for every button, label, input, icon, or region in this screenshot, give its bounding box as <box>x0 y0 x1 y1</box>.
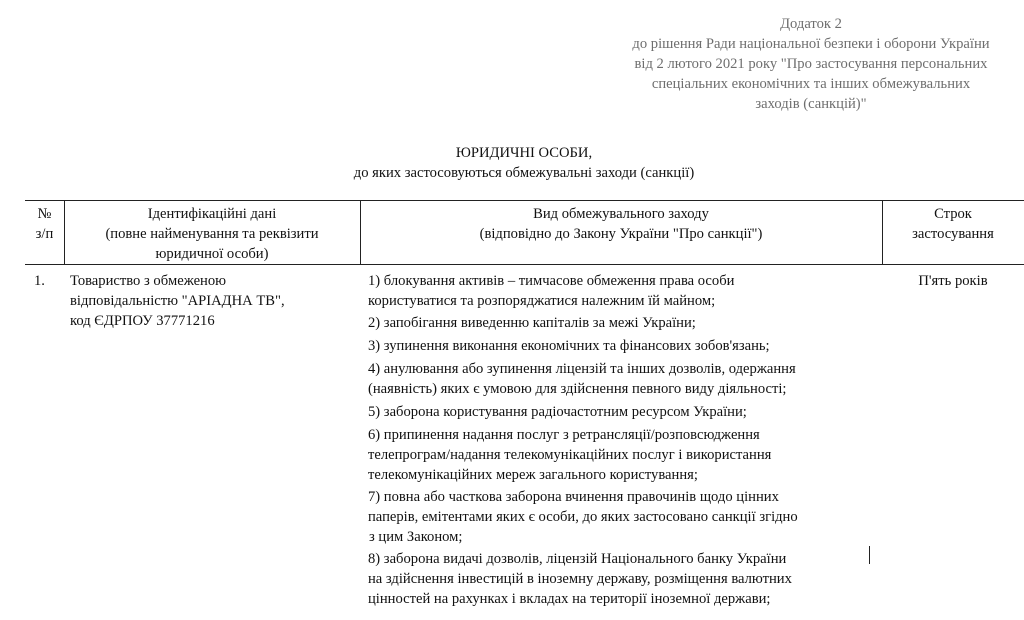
table-top-border <box>25 200 1024 201</box>
header-text: застосування <box>912 226 994 242</box>
header-text: з/п <box>35 226 54 242</box>
measure-item <box>368 271 734 311</box>
appendix-line: спеціальних економічних та інших обмежувальних <box>651 76 971 92</box>
measure-item <box>368 549 792 609</box>
measure-item <box>368 313 696 333</box>
title-line-2: до яких застосовуються обмежувальні заходи (санкції) <box>353 165 695 181</box>
document-title <box>0 143 1024 183</box>
measure-line: на здійснення інвестицій в іноземну державу, розміщення валютних <box>368 571 792 587</box>
table-header-border <box>25 264 1024 265</box>
measure-line: 6) припинення надання послуг з ретрансляції/розповсюдження <box>368 427 760 443</box>
header-text: Вид обмежувального заходу <box>533 206 709 222</box>
text-cursor <box>869 546 870 564</box>
entity-line: відповідальністю "АРІАДНА ТВ", <box>70 293 285 309</box>
measure-line: телепрограм/надання телекомунікаційних послуг і використання <box>368 447 772 463</box>
entity-identification <box>70 271 285 331</box>
row-number <box>34 271 45 291</box>
measure-line: паперів, емітентами яких є особи, до яких застосовано санкції згідно <box>368 509 798 525</box>
measure-line: 2) запобігання виведенню капіталів за межі України; <box>368 315 696 331</box>
measure-item <box>368 402 747 422</box>
header-text: Ідентифікаційні дані <box>147 206 277 222</box>
measure-line: з цим Законом; <box>369 529 463 545</box>
measure-line: 5) заборона користування радіочастотним ресурсом України; <box>368 404 747 420</box>
appendix-note <box>600 14 1022 114</box>
appendix-line: Додаток 2 <box>780 16 842 32</box>
measure-line: 7) повна або часткова заборона вчинення правочинів щодо цінних <box>368 489 779 505</box>
measure-line: користуватися та розпоряджатися належним їй майном; <box>368 293 716 309</box>
appendix-line: заходів (санкцій)" <box>755 96 867 112</box>
measure-item <box>368 487 798 547</box>
header-text: (відповідно до Закону України "Про санкції") <box>479 226 763 242</box>
sanction-term <box>882 271 1024 291</box>
measure-line: 1) блокування активів – тимчасове обмеження права особи <box>368 273 735 289</box>
header-measure <box>360 204 882 244</box>
measure-line: телекомунікаційних мереж загального користування; <box>368 467 698 483</box>
header-text: Строк <box>934 206 972 222</box>
header-term <box>882 204 1024 244</box>
measure-line: 4) анулювання або зупинення ліцензій та інших дозволів, одержання <box>368 361 796 377</box>
measure-line: (наявність) яких є умовою для здійснення певного виду діяльності; <box>368 381 787 397</box>
measure-line: 3) зупинення виконання економічних та фінансових зобов'язань; <box>368 338 770 354</box>
measure-line: цінностей на рахунках і вкладах на території іноземної держави; <box>368 591 771 607</box>
header-text: юридичної особи) <box>155 246 269 262</box>
measure-line: 8) заборона видачі дозволів, ліцензій Національного банку України <box>368 551 787 567</box>
header-text: (повне найменування та реквізити <box>105 226 319 242</box>
measure-item <box>368 336 770 356</box>
sanction-term-text: П'ять років <box>918 273 988 289</box>
row-number-text: 1. <box>34 273 45 289</box>
appendix-line: до рішення Ради національної безпеки і оборони України <box>632 36 990 52</box>
title-line-1: ЮРИДИЧНІ ОСОБИ, <box>455 145 593 161</box>
appendix-line: від 2 лютого 2021 року "Про застосування персональних <box>634 56 988 72</box>
entity-line: код ЄДРПОУ 37771216 <box>70 313 215 329</box>
header-number <box>25 204 64 244</box>
measure-item <box>368 359 796 399</box>
header-text: № <box>37 206 52 222</box>
measure-item <box>368 425 771 485</box>
header-identification <box>64 204 360 264</box>
entity-line: Товариство з обмеженою <box>70 273 227 289</box>
